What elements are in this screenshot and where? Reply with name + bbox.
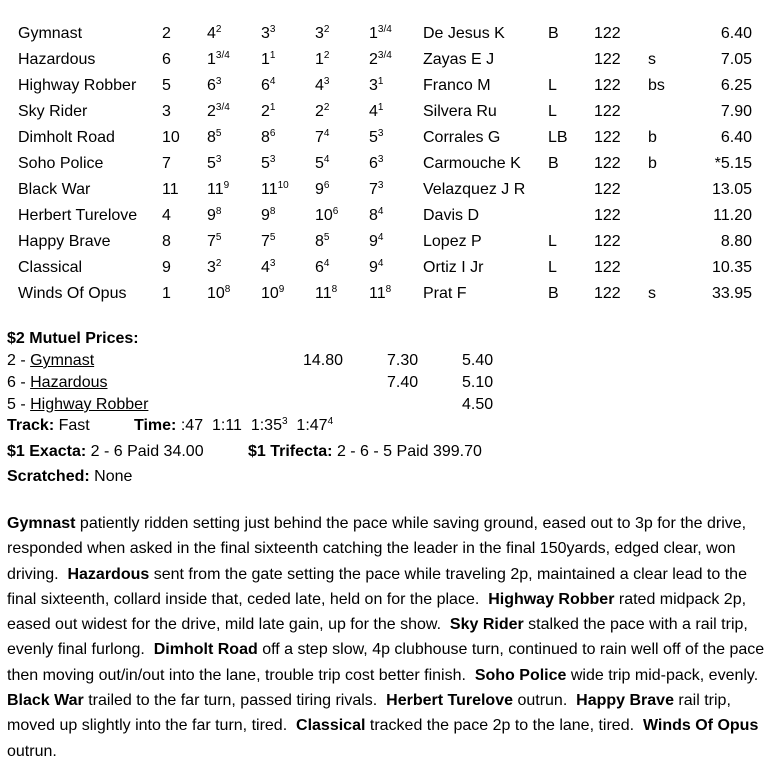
comment-text: outrun. [513,692,577,710]
horse-name: Sky Rider [18,103,88,120]
comment-horse-name: Sky Rider [449,616,524,634]
odds: 6.40 [720,129,752,146]
weight: 122 [594,233,621,250]
comment-text: trailed to the far turn, passed tiring rivals. [83,692,387,710]
horse-name: Highway Robber [18,77,137,94]
odds: 7.90 [720,103,752,120]
result-row [0,99,777,125]
comment-horse-name: Soho Police [474,666,567,684]
odds: 33.95 [711,285,752,302]
odds: 13.05 [711,181,752,198]
mutuel-horse-link[interactable]: Hazardous [30,374,108,391]
call-position: $5^4$ [315,154,330,172]
horse-name: Gymnast [18,25,83,42]
horse-name: Winds Of Opus [18,285,127,302]
equipment: bs [648,77,665,94]
scratched: Scratched: None [7,468,133,485]
call-position: $10^8$ [207,284,231,302]
medication: L [548,233,557,250]
call-position: $6^3$ [207,76,222,94]
jockey-name: Velazquez J R [423,181,526,198]
call-position: $2^{3/4}$ [369,50,392,68]
race-comments [7,511,769,764]
jockey-name: Davis D [423,207,480,224]
call-position: $5^3$ [207,154,222,172]
odds: *5.15 [714,155,752,172]
horse-name: Hazardous [18,51,96,68]
medication: L [548,259,557,276]
call-position: $6^3$ [369,154,384,172]
medication: L [548,103,557,120]
call-position: $8^4$ [369,206,384,224]
call-position: $3^1$ [369,76,384,94]
horse-name: Happy Brave [18,233,111,250]
weight: 122 [594,155,621,172]
call-position: $11^{10}$ [261,180,289,198]
call-position: $11^8$ [369,284,392,302]
equipment: b [648,129,657,146]
track-condition: Track: Fast [7,417,90,434]
mutuel-show: 4.50 [462,396,494,413]
jockey-name: Corrales G [423,129,501,146]
call-position: $6^4$ [315,258,330,276]
jockey-name: Prat F [423,285,467,302]
post-position: 3 [162,103,171,120]
comment-horse-name: Herbert Turelove [386,692,513,710]
trifecta-payout: $1 Trifecta: 2 - 6 - 5 Paid 399.70 [248,443,482,460]
result-row [0,125,777,151]
call-position: $4^2$ [207,24,222,42]
result-row [0,255,777,281]
comment-horse-name: Highway Robber [488,590,615,608]
comment-text: sent from the gate setting the pace while traveling 2p, maintained a clear lead to the final sixteenth, collard inside that, ceded late, held on for the place. [7,565,752,608]
call-position: $8^5$ [207,128,222,146]
call-position: $10^9$ [261,284,285,302]
weight: 122 [594,51,621,68]
call-position: $9^6$ [315,180,330,198]
call-position: $1^{3/4}$ [207,50,230,68]
mutuel-place: 7.30 [387,352,419,369]
jockey-name: Franco M [423,77,491,94]
odds: 6.40 [720,25,752,42]
comment-text: rated midpack 2p, eased out widest for the drive, mild late gain, up for the show. [7,590,751,634]
comment-text: rail trip, moved up slightly into the far turn, tired. [7,692,736,735]
post-position: 4 [162,207,171,224]
post-position: 8 [162,233,171,250]
call-position: $4^3$ [315,76,330,94]
comment-horse-name: Classical [296,717,366,735]
call-position: $8^6$ [261,128,276,146]
call-position: $2^{3/4}$ [207,102,230,120]
call-position: $9^4$ [369,232,384,250]
comment-horse-name: Dimholt Road [153,641,258,659]
comment-text: stalked the pace with a rail trip, evenly final furlong. [7,616,753,659]
call-position: $2^2$ [315,102,330,120]
mutuel-show: 5.10 [462,374,494,391]
call-position: $3^2$ [315,24,330,42]
odds: 7.05 [720,51,752,68]
weight: 122 [594,285,621,302]
call-position: $1^2$ [315,50,330,68]
call-position: $1^{3/4}$ [369,24,392,42]
medication: L [548,77,557,94]
weight: 122 [594,77,621,94]
comment-text: wide trip mid-pack, evenly. [566,666,768,684]
call-position: $5^3$ [261,154,276,172]
horse-name: Black War [18,181,91,198]
call-position: $2^1$ [261,102,276,120]
call-position: $9^4$ [369,258,384,276]
call-position: $4^1$ [369,102,384,120]
medication: LB [548,129,568,146]
post-position: 2 [162,25,171,42]
call-position: $3^3$ [261,24,276,42]
exacta-payout: $1 Exacta: 2 - 6 Paid 34.00 [7,443,204,460]
call-position: $11^9$ [207,180,230,198]
equipment: s [648,285,656,302]
call-position: $4^3$ [261,258,276,276]
equipment: s [648,51,656,68]
equipment: b [648,155,657,172]
mutuel-heading: $2 Mutuel Prices: [7,330,139,347]
comment-horse-name: Gymnast [7,515,76,532]
jockey-name: Lopez P [423,233,482,250]
result-row [0,47,777,73]
medication: B [548,25,559,42]
post-position: 5 [162,77,171,94]
call-position: $8^5$ [315,232,330,250]
call-position: $10^6$ [315,206,339,224]
horse-name: Herbert Turelove [18,207,138,224]
comment-text: patiently ridden setting just behind the pace while saving ground, eased out to 3p for the drive, responded when asked in the final sixteenth catching the leader in the final 150yards, edged clear, won driving. [7,515,751,583]
weight: 122 [594,25,621,42]
post-position: 1 [162,285,171,302]
race-times: Time: :47 1:11 $1:35^3$ $1:47^4$ [134,416,334,434]
call-position: $5^3$ [369,128,384,146]
mutuel-win: 14.80 [303,352,344,369]
call-position: $7^3$ [369,180,384,198]
horse-name: Soho Police [18,155,104,172]
weight: 122 [594,129,621,146]
call-position: $7^5$ [261,232,276,250]
comment-horse-name: Happy Brave [576,692,674,710]
result-row [0,151,777,177]
call-position: $6^4$ [261,76,276,94]
call-position: $1^1$ [261,50,276,68]
horse-name: Dimholt Road [18,129,115,146]
jockey-name: De Jesus K [423,25,505,42]
call-position: $3^2$ [207,258,222,276]
mutuel-show: 5.40 [462,352,494,369]
call-position: $7^4$ [315,128,330,146]
comment-horse-name: Hazardous [67,565,150,583]
comment-horse-name: Black War [7,692,84,710]
jockey-name: Silvera Ru [423,103,497,120]
call-position: $9^8$ [207,206,222,224]
weight: 122 [594,103,621,120]
mutuel-horse-link[interactable]: Gymnast [30,352,95,369]
mutuel-place: 7.40 [387,374,419,391]
jockey-name: Zayas E J [423,51,495,68]
comment-text: outrun. [7,717,763,760]
weight: 122 [594,181,621,198]
result-row [0,21,777,47]
result-row [0,281,777,307]
comment-text: tracked the pace 2p to the lane, tired. [365,717,643,735]
post-position: 6 [162,51,171,68]
mutuel-num: 6 - [7,374,31,391]
call-position: $11^8$ [315,284,338,302]
post-position: 7 [162,155,171,172]
result-row [0,177,777,203]
result-row [0,229,777,255]
weight: 122 [594,259,621,276]
odds: 8.80 [720,233,752,250]
mutuel-num: 2 - [7,352,31,369]
jockey-name: Carmouche K [423,155,521,172]
post-position: 9 [162,259,171,276]
horse-name: Classical [18,259,83,276]
mutuel-num: 5 - [7,396,31,413]
medication: B [548,155,559,172]
medication: B [548,285,559,302]
mutuel-horse-link[interactable]: Highway Robber [30,396,149,413]
odds: 6.25 [720,77,752,94]
result-row [0,203,777,229]
weight: 122 [594,207,621,224]
post-position: 10 [162,129,180,146]
post-position: 11 [162,181,179,198]
call-position: $9^8$ [261,206,276,224]
comment-text: off a step slow, 4p clubhouse turn, continued to rain well off of the pace then moving out/in/out into the lane, trouble trip cost better finish. [7,641,769,684]
comment-horse-name: Winds Of Opus [642,717,759,735]
odds: 11.20 [713,207,752,224]
jockey-name: Ortiz I Jr [423,259,484,276]
odds: 10.35 [711,259,752,276]
result-row [0,73,777,99]
call-position: $7^5$ [207,232,222,250]
